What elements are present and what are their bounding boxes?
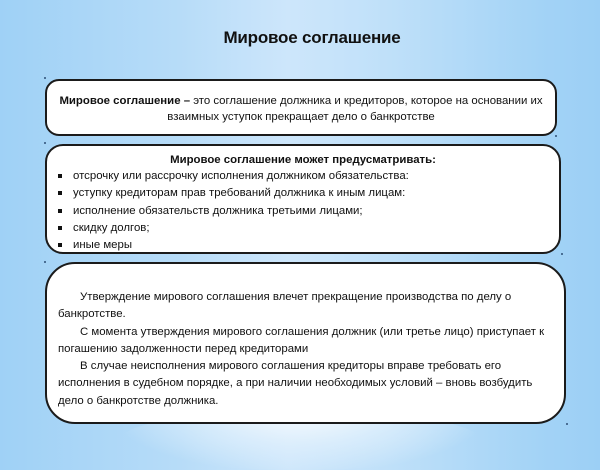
definition-box [45, 79, 557, 136]
provisions-box [45, 144, 561, 254]
bullet-icon [58, 191, 62, 195]
bullet-icon [58, 174, 62, 178]
list-item: отсрочку или рассрочку исполнения должником обязательства: [57, 168, 409, 185]
corner-dot [44, 261, 46, 263]
consequence-paragraph: С момента утверждения мирового соглашения должник (или третье лицо) приступает к погашению задолженности перед кредиторами [58, 325, 545, 355]
consequences-text [58, 289, 550, 410]
corner-dot [44, 77, 46, 79]
list-item: скидку долгов; [57, 220, 409, 237]
list-item: исполнение обязательств должника третьими лицами; [57, 203, 409, 220]
corner-dot [566, 423, 568, 425]
corner-dot [44, 142, 46, 144]
slide-title-text: Мировое соглашение [223, 28, 401, 47]
provisions-list [57, 168, 409, 254]
definition-text [57, 93, 545, 125]
consequence-paragraph: В случае неисполнения мирового соглашения кредиторы вправе требовать его исполнения в судебном порядке, а при наличии необходимых условий – вновь возбудить дело о банкротстве должника. [58, 360, 533, 407]
corner-dot [555, 135, 557, 137]
definition-term: Мировое соглашение – [59, 95, 191, 107]
list-item: уступку кредиторам прав требований должника к иным лицам: [57, 185, 409, 202]
provisions-heading: Мировое соглашение может предусматривать: [170, 154, 436, 166]
bullet-icon [58, 226, 62, 230]
bullet-icon [58, 243, 62, 247]
consequence-paragraph: Утверждение мирового соглашения влечет прекращение производства по делу о банкротстве. [58, 291, 512, 321]
corner-dot [561, 253, 563, 255]
bullet-icon [58, 209, 62, 213]
slide-title [0, 28, 600, 48]
definition-line-2: взаимных уступок прекращает дело о банкротстве [167, 111, 435, 123]
list-item: иные меры [57, 237, 409, 254]
definition-line-1: это соглашение должника и кредиторов, которое на основании их [190, 95, 543, 107]
consequences-box [45, 262, 566, 424]
